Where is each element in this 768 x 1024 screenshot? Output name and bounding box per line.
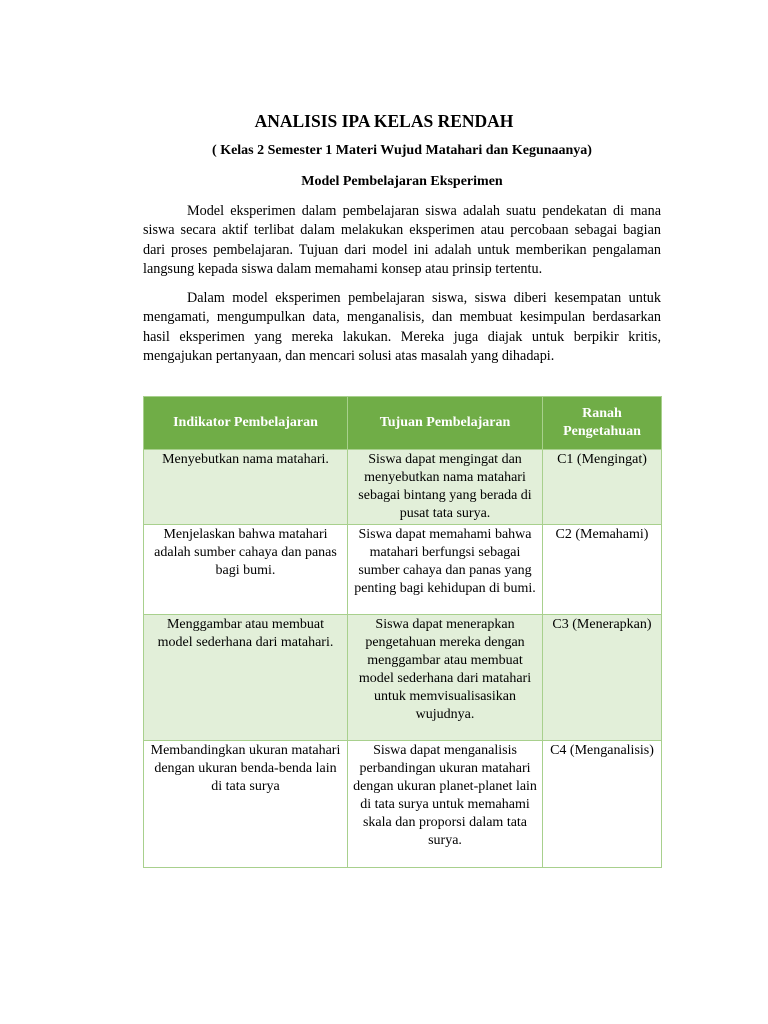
table-row <box>144 615 662 741</box>
table-row <box>144 525 662 615</box>
table-row <box>144 741 662 868</box>
table-header-row <box>144 397 662 450</box>
cell-tujuan: Siswa dapat menganalisis perbandingan ukuran matahari dengan ukuran planet-planet lain di tata surya untuk memahami skala dan proporsi dalam tata surya. <box>348 741 543 868</box>
cell-ranah: C3 (Menerapkan) <box>543 615 662 741</box>
cell-indikator: Menyebutkan nama matahari. <box>144 450 348 525</box>
cell-ranah: C4 (Menganalisis) <box>543 741 662 868</box>
paragraph-2: Dalam model eksperimen pembelajaran siswa, siswa diberi kesempatan untuk mengamati, mengumpulkan data, menganalisis, dan membuat kesimpulan berdasarkan hasil eksperimen yang mereka lakukan. Mereka juga diajak untuk berpikir kritis, mengajukan pertanyaan, dan mencari solusi atas masalah yang dihadapi. <box>143 290 661 364</box>
document-title: ANALISIS IPA KELAS RENDAH <box>254 111 514 131</box>
model-heading: Model Pembelajaran Eksperimen <box>301 174 503 189</box>
indicator-table <box>143 396 662 868</box>
cell-indikator: Menggambar atau membuat model sederhana dari matahari. <box>144 615 348 741</box>
cell-ranah: C2 (Memahami) <box>543 525 662 615</box>
cell-tujuan: Siswa dapat menerapkan pengetahuan mereka dengan menggambar atau membuat model sederhana dari matahari untuk memvisualisasikan wujudnya. <box>348 615 543 741</box>
header-tujuan: Tujuan Pembelajaran <box>348 397 543 450</box>
cell-tujuan: Siswa dapat memahami bahwa matahari berfungsi sebagai sumber cahaya dan panas yang penting bagi kehidupan di bumi. <box>348 525 543 615</box>
cell-indikator: Membandingkan ukuran matahari dengan ukuran benda-benda lain di tata surya <box>144 741 348 868</box>
document-subtitle: ( Kelas 2 Semester 1 Materi Wujud Matahari dan Kegunaanya) <box>212 143 592 158</box>
header-ranah: Ranah Pengetahuan <box>543 397 662 450</box>
table-row <box>144 450 662 525</box>
cell-indikator: Menjelaskan bahwa matahari adalah sumber cahaya dan panas bagi bumi. <box>144 525 348 615</box>
paragraph-1: Model eksperimen dalam pembelajaran siswa adalah suatu pendekatan di mana siswa secara aktif terlibat dalam melakukan eksperimen atau percobaan sebagai bagian dari proses pembelajaran. Tujuan dari model ini adalah untuk memberikan pengalaman langsung kepada siswa dalam memahami konsep atau prinsip tertentu. <box>143 203 661 277</box>
cell-tujuan: Siswa dapat mengingat dan menyebutkan nama matahari sebagai bintang yang berada di pusat tata surya. <box>348 450 543 525</box>
header-indikator: Indikator Pembelajaran <box>144 397 348 450</box>
cell-ranah: C1 (Mengingat) <box>543 450 662 525</box>
